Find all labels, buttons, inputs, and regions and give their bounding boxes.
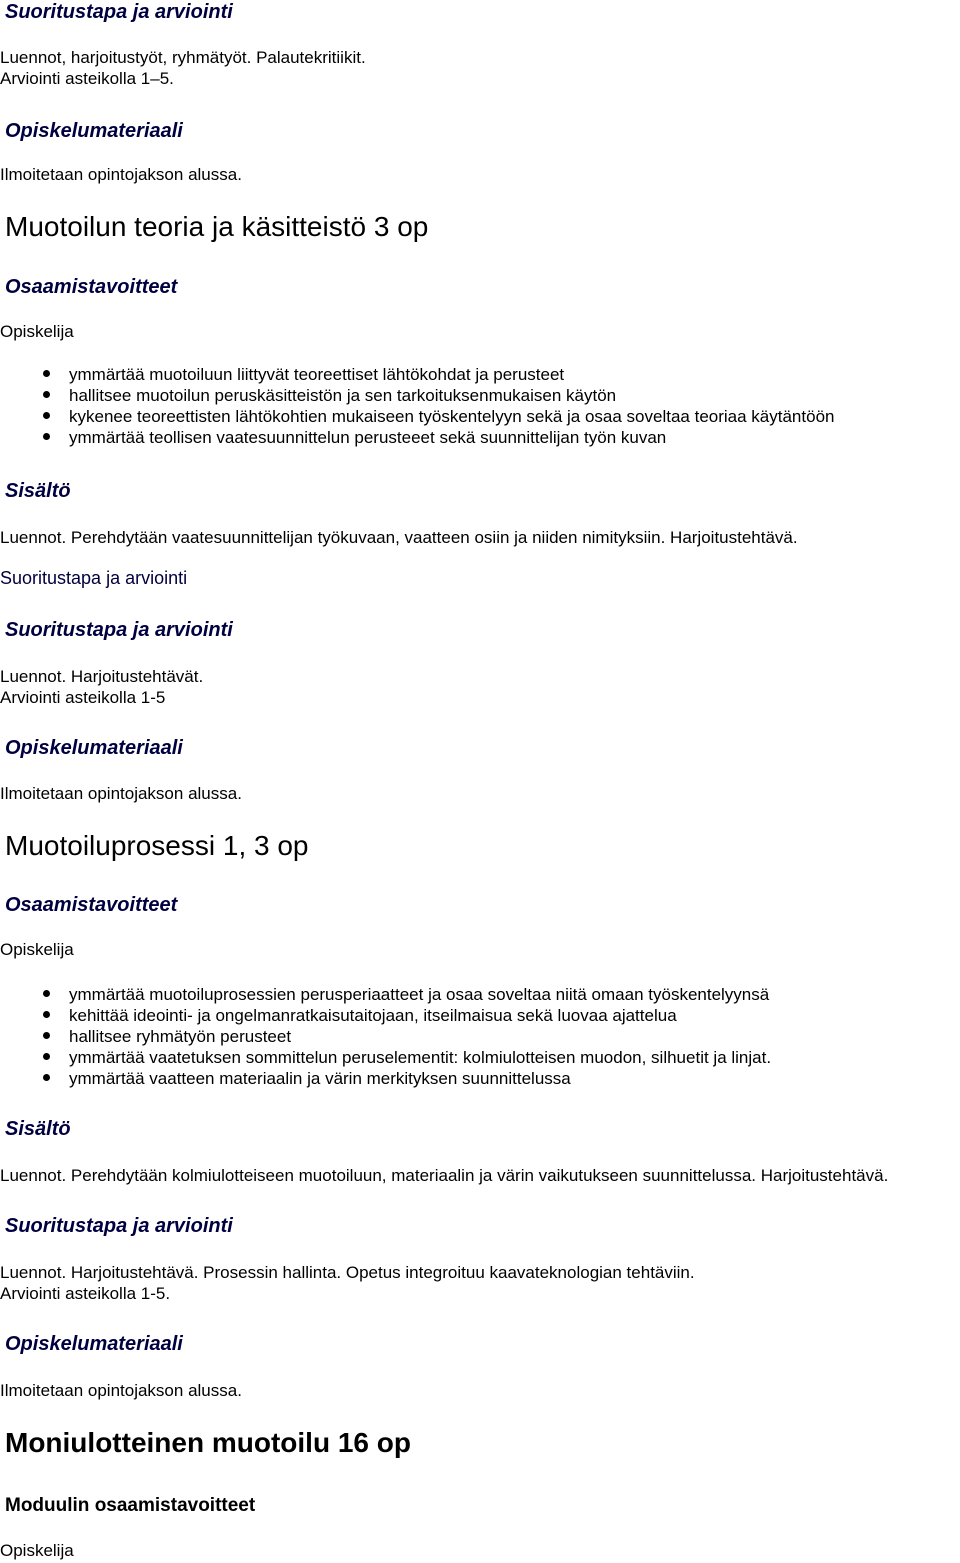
- text-opiskelija: Opiskelija: [0, 940, 74, 959]
- list-item: ymmärtää muotoiluun liittyvät teoreettiset lähtökohdat ja perusteet: [43, 364, 834, 385]
- text-opiskelija: Opiskelija: [0, 1541, 74, 1560]
- list-item: kehittää ideointi- ja ongelmanratkaisutaitojaan, itseilmaisua sekä luovaa ajattelua: [43, 1005, 771, 1026]
- bullet-icon: [43, 1011, 50, 1018]
- heading-opiskelumateriaali: Opiskelumateriaali: [5, 1333, 183, 1355]
- bullet-icon: [43, 1032, 50, 1039]
- text-suoritus-line1: Luennot, harjoitustyöt, ryhmätyöt. Palautekritiikit.: [0, 48, 366, 67]
- text-suoritus-line2: Arviointi asteikolla 1-5.: [0, 1284, 171, 1303]
- course-title: Muotoilun teoria ja käsitteistö 3 op: [5, 211, 429, 242]
- text-sisalto: Luennot. Perehdytään vaatesuunnittelijan työkuvaan, vaatteen osiin ja niiden nimityksiin. Harjoitustehtävä.: [0, 528, 798, 547]
- heading-osaamistavoitteet: Osaamistavoitteet: [5, 894, 178, 916]
- bullet-icon: [43, 391, 50, 398]
- module-title: Moniulotteinen muotoilu 16 op: [5, 1427, 411, 1458]
- text-suoritustapa-plain: Suoritustapa ja arviointi: [0, 568, 188, 588]
- heading-opiskelumateriaali: Opiskelumateriaali: [5, 737, 183, 759]
- text-opiskelija: Opiskelija: [0, 322, 74, 341]
- list-item: ymmärtää vaatetuksen sommittelun peruselementit: kolmiulotteisen muodon, silhuetit ja linjat.: [43, 1047, 771, 1068]
- heading-sisalto: Sisältö: [5, 1118, 71, 1140]
- bullet-icon: [43, 412, 50, 419]
- heading-suoritustapa: Suoritustapa ja arviointi: [5, 1215, 233, 1237]
- text-suoritus-line2: Arviointi asteikolla 1-5: [0, 688, 166, 707]
- list-item: ymmärtää muotoiluprosessien perusperiaatteet ja osaa soveltaa niitä omaan työskentelyynsä: [43, 984, 771, 1005]
- text-suoritus-line2: Arviointi asteikolla 1–5.: [0, 69, 174, 88]
- list-item: kykenee teoreettisten lähtökohtien mukaiseen työskentelyyn sekä ja osaa soveltaa teoriaa käytäntöön: [43, 406, 834, 427]
- list-item: ymmärtää teollisen vaatesuunnittelun perusteeet sekä suunnittelijan työn kuvan: [43, 427, 834, 448]
- text-materiaali: Ilmoitetaan opintojakson alussa.: [0, 165, 242, 184]
- bullet-icon: [43, 433, 50, 440]
- list-item: hallitsee muotoilun peruskäsitteistön ja sen tarkoituksenmukaisen käytön: [43, 385, 834, 406]
- bullet-icon: [43, 370, 50, 377]
- goal-list: [43, 984, 771, 1089]
- text-materiaali: Ilmoitetaan opintojakson alussa.: [0, 784, 242, 803]
- heading-osaamistavoitteet: Osaamistavoitteet: [5, 276, 178, 298]
- text-suoritus-line1: Luennot. Harjoitustehtävät.: [0, 667, 204, 686]
- heading-opiskelumateriaali: Opiskelumateriaali: [5, 120, 183, 142]
- heading-moduulin-osaamistavoitteet: Moduulin osaamistavoitteet: [5, 1495, 256, 1516]
- text-suoritus-line1: Luennot. Harjoitustehtävä. Prosessin hallinta. Opetus integroituu kaavateknologian tehtäviin.: [0, 1263, 695, 1282]
- list-item: ymmärtää vaatteen materiaalin ja värin merkityksen suunnittelussa: [43, 1068, 771, 1089]
- text-sisalto: Luennot. Perehdytään kolmiulotteiseen muotoiluun, materiaalin ja värin vaikutukseen suunnittelussa. Harjoitustehtävä.: [0, 1166, 889, 1185]
- text-materiaali: Ilmoitetaan opintojakson alussa.: [0, 1381, 242, 1400]
- heading-suoritustapa: Suoritustapa ja arviointi: [5, 619, 233, 641]
- heading-suoritustapa: Suoritustapa ja arviointi: [5, 1, 233, 23]
- bullet-icon: [43, 990, 50, 997]
- bullet-icon: [43, 1074, 50, 1081]
- course-title: Muotoiluprosessi 1, 3 op: [5, 830, 309, 861]
- goal-list: [43, 364, 834, 448]
- list-item: hallitsee ryhmätyön perusteet: [43, 1026, 771, 1047]
- bullet-icon: [43, 1053, 50, 1060]
- heading-sisalto: Sisältö: [5, 480, 71, 502]
